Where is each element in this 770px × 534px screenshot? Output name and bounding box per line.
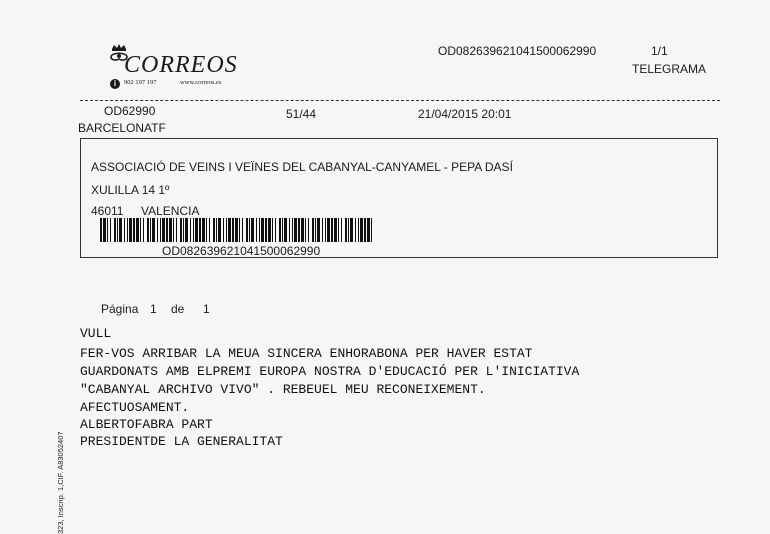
- message-line: GUARDONATS AMB ELPREMI EUROPA NOSTRA D'EDUCACIÓ PER L'INICIATIVA: [80, 364, 580, 379]
- barcode-bar: [117, 218, 118, 242]
- sent-datetime: 21/04/2015 20:01: [418, 107, 512, 121]
- barcode-bar: [327, 218, 330, 242]
- word-count: 51/44: [286, 107, 317, 121]
- barcode-bar: [150, 218, 151, 242]
- document-type: TELEGRAMA: [632, 62, 707, 76]
- barcode-bar: [129, 218, 132, 242]
- barcode-bar: [256, 218, 257, 242]
- pagination-label: Página: [101, 302, 139, 316]
- barcode-bar: [152, 218, 155, 242]
- barcode-bar: [259, 218, 260, 242]
- pagination-current: 1: [150, 302, 157, 316]
- barcode-bar: [261, 218, 264, 242]
- barcode-text: OD082639621041500062990: [162, 244, 321, 258]
- barcode-bar: [371, 218, 372, 242]
- barcode-bar: [348, 218, 349, 242]
- barcode-bar: [279, 218, 281, 242]
- barcode-bar: [228, 218, 231, 242]
- barcode-bar: [114, 218, 116, 242]
- barcode-bar: [136, 218, 139, 242]
- barcode-bar: [124, 218, 125, 242]
- barcode-bar: [193, 218, 194, 242]
- barcode-bar: [169, 218, 172, 242]
- barcode-bar: [206, 218, 207, 242]
- barcode-bar: [166, 218, 168, 242]
- barcode-bar: [251, 218, 254, 242]
- correos-logo: CORREOS: [124, 52, 238, 78]
- barcode-bar: [239, 218, 240, 242]
- recipient-city: VALENCIA: [141, 204, 200, 218]
- barcode-bar: [317, 218, 320, 242]
- message-line: AFECTUOSAMENT.: [80, 400, 190, 415]
- barcode-bar: [183, 218, 184, 242]
- barcode-bar: [246, 218, 248, 242]
- barcode-bar: [190, 218, 191, 242]
- barcode-bar: [249, 218, 250, 242]
- barcode-bar: [232, 218, 234, 242]
- barcode-bar: [364, 218, 366, 242]
- barcode-bar: [218, 218, 221, 242]
- message-line: VULL: [80, 326, 112, 341]
- recipient-street: XULILLA 14 1º: [91, 183, 170, 197]
- barcode-bar: [345, 218, 347, 242]
- barcode-bar: [301, 218, 304, 242]
- barcode-bar: [289, 218, 290, 242]
- barcode-bar: [268, 218, 271, 242]
- barcode-bar: [341, 218, 342, 242]
- barcode-bar: [133, 218, 135, 242]
- info-icon: i: [110, 79, 120, 89]
- barcode-bar: [305, 218, 306, 242]
- barcode-bar: [282, 218, 283, 242]
- origin-code: OD62990: [104, 104, 156, 118]
- recipient-postal-code: 46011: [91, 204, 124, 218]
- pagination-total: 1: [203, 302, 210, 316]
- message-line: PRESIDENTDE LA GENERALITAT: [80, 434, 283, 449]
- barcode-bar: [100, 218, 102, 242]
- barcode-bar: [226, 218, 227, 242]
- barcode-bar: [180, 218, 182, 242]
- barcode-bar: [103, 218, 106, 242]
- barcode: [100, 218, 373, 242]
- barcode-bar: [140, 218, 141, 242]
- barcode-bar: [308, 218, 309, 242]
- barcode-bar: [107, 218, 108, 242]
- barcode-bar: [292, 218, 293, 242]
- barcode-bar: [173, 218, 174, 242]
- pagination-of: de: [171, 302, 185, 316]
- barcode-bar: [331, 218, 333, 242]
- barcode-bar: [350, 218, 353, 242]
- barcode-bar: [223, 218, 224, 242]
- barcode-bar: [265, 218, 267, 242]
- barcode-bar: [294, 218, 297, 242]
- message-line: "CABANYAL ARCHIVO VIVO" . REBEUEL MEU RECONEIXEMENT.: [80, 382, 486, 397]
- barcode-bar: [367, 218, 370, 242]
- barcode-bar: [157, 218, 158, 242]
- barcode-bar: [176, 218, 177, 242]
- telegram-reference: OD082639621041500062990: [438, 44, 597, 58]
- barcode-bar: [360, 218, 363, 242]
- recipient-name: ASSOCIACIÓ DE VEINS I VEÏNES DEL CABANYAL-CANYAMEL - PEPA DASÍ: [91, 160, 513, 174]
- barcode-bar: [213, 218, 215, 242]
- barcode-bar: [185, 218, 188, 242]
- barcode-bar: [272, 218, 273, 242]
- message-line: ALBERTOFABRA PART: [80, 417, 213, 432]
- barcode-bar: [358, 218, 359, 242]
- barcode-bar: [209, 218, 210, 242]
- barcode-bar: [322, 218, 323, 242]
- origin-office: BARCELONATF: [78, 121, 166, 135]
- logo-phone: 902 197 197: [124, 79, 157, 86]
- barcode-bar: [162, 218, 165, 242]
- barcode-bar: [199, 218, 201, 242]
- barcode-bar: [202, 218, 205, 242]
- barcode-bar: [355, 218, 356, 242]
- barcode-bar: [195, 218, 198, 242]
- barcode-bar: [216, 218, 217, 242]
- barcode-bar: [284, 218, 287, 242]
- message-line: FER-VOS ARRIBAR LA MEUA SINCERA ENHORABONA PER HAVER ESTAT: [80, 346, 533, 361]
- side-registration-note: 323, Inscrip. 1,CIF. A83052407: [56, 431, 65, 534]
- barcode-bar: [334, 218, 337, 242]
- barcode-bar: [147, 218, 149, 242]
- barcode-bar: [242, 218, 243, 242]
- barcode-bar: [110, 218, 111, 242]
- barcode-bar: [235, 218, 238, 242]
- dashed-divider: [80, 100, 720, 101]
- barcode-bar: [325, 218, 326, 242]
- barcode-bar: [160, 218, 161, 242]
- barcode-bar: [119, 218, 122, 242]
- barcode-bar: [275, 218, 276, 242]
- barcode-bar: [143, 218, 144, 242]
- barcode-bar: [338, 218, 339, 242]
- logo-web: www.correos.es: [180, 79, 222, 86]
- barcode-bar: [315, 218, 316, 242]
- barcode-bar: [298, 218, 300, 242]
- barcode-bar: [127, 218, 128, 242]
- page-count: 1/1: [651, 44, 668, 58]
- barcode-bar: [312, 218, 314, 242]
